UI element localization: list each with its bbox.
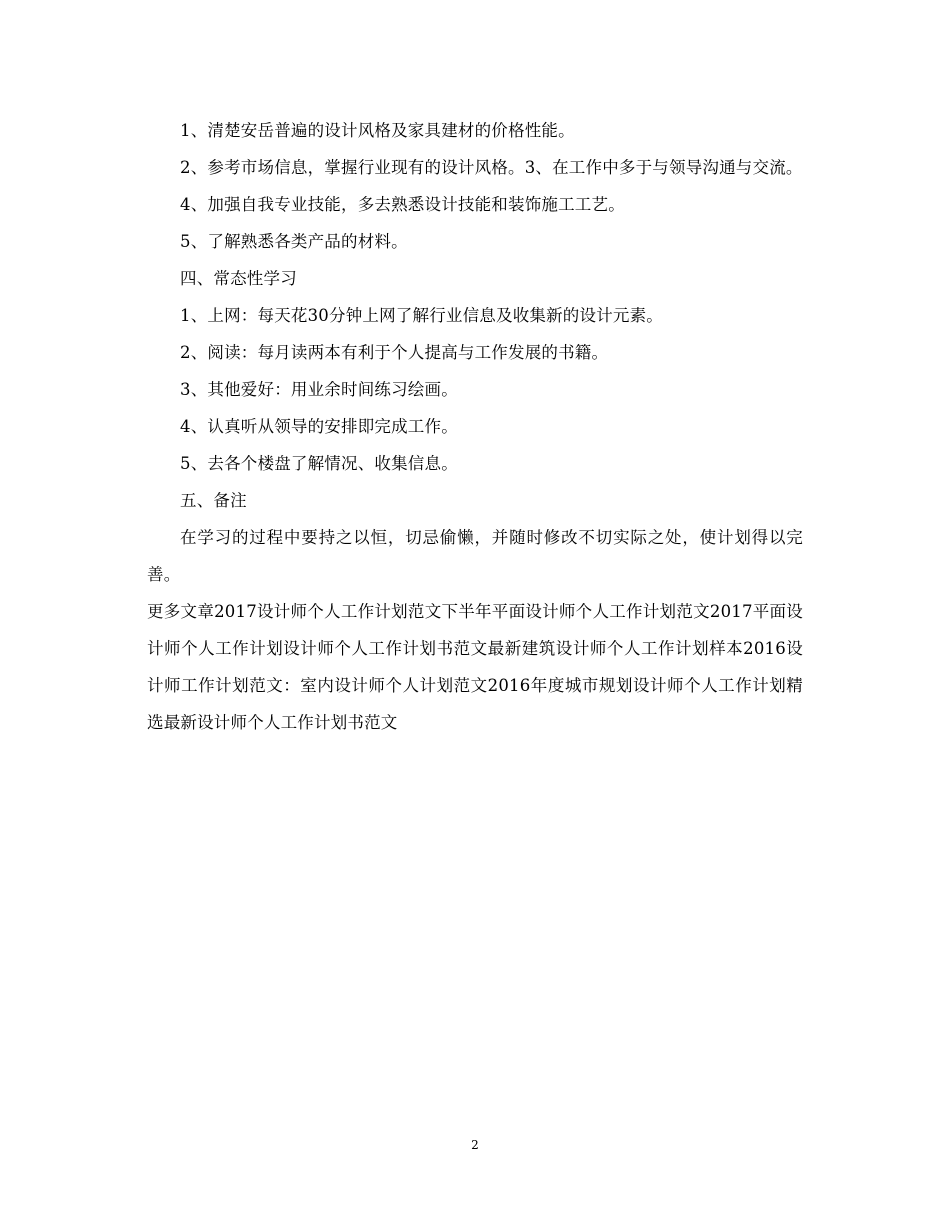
document-body bbox=[147, 112, 803, 741]
page-number: 2 bbox=[471, 1138, 479, 1152]
paragraph-7: 3、其他爱好：用业余时间练习绘画。 bbox=[180, 380, 458, 399]
paragraph-8: 4、认真听从领导的安排即完成工作。 bbox=[180, 417, 458, 436]
paragraph-3: 4、加强自我专业技能，多去熟悉设计技能和装饰施工工艺。 bbox=[180, 195, 625, 214]
paragraph-9: 5、去各个楼盘了解情况、收集信息。 bbox=[180, 454, 458, 473]
paragraph-10: 在学习的过程中要持之以恒，切忌偷懒，并随时修改不切实际之处，使计划得以完善。 bbox=[147, 528, 803, 584]
related-articles: 更多文章2017设计师个人工作计划范文下半年平面设计师个人工作计划范文2017平面设计师个人工作计划设计师个人工作计划书范文最新建筑设计师个人工作计划样本2016设计师工作计划范文：室内设计师个人计划范文2016年度城市规划设计师个人工作计划精选最新设计师个人工作计划书范文 bbox=[147, 602, 803, 732]
paragraph-6: 2、阅读：每月读两本有利于个人提高与工作发展的书籍。 bbox=[180, 343, 609, 362]
section-heading-5: 五、备注 bbox=[180, 491, 247, 510]
paragraph-1: 1、清楚安岳普遍的设计风格及家具建材的价格性能。 bbox=[180, 121, 575, 140]
paragraph-4: 5、了解熟悉各类产品的材料。 bbox=[180, 232, 408, 251]
paragraph-5: 1、上网：每天花30分钟上网了解行业信息及收集新的设计元素。 bbox=[180, 306, 663, 325]
paragraph-2: 2、参考市场信息，掌握行业现有的设计风格。3、在工作中多于与领导沟通与交流。 bbox=[180, 158, 803, 177]
section-heading-4: 四、常态性学习 bbox=[180, 269, 297, 288]
